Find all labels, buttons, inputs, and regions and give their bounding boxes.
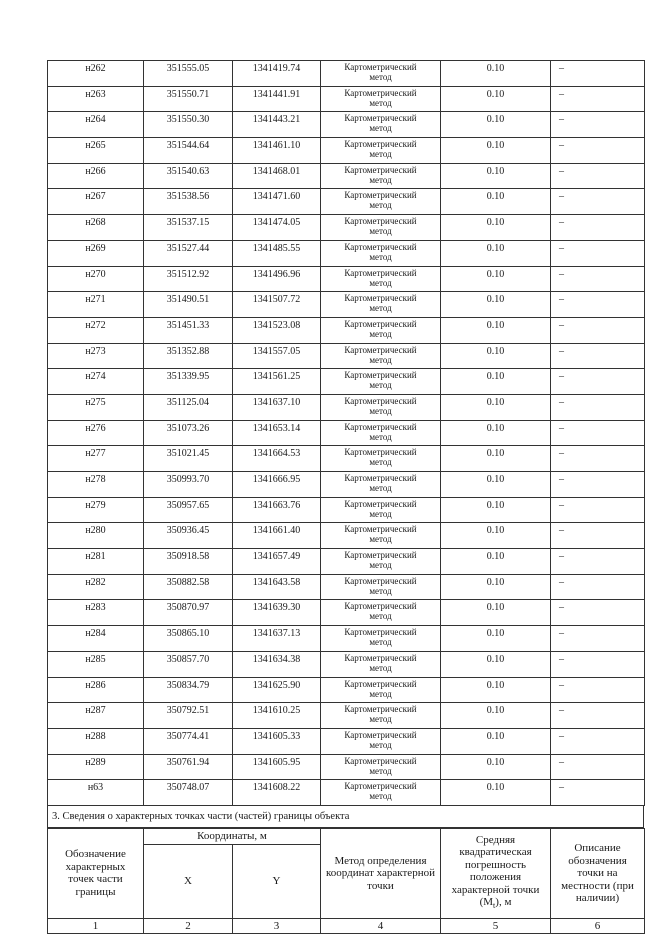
method-line-1: Картометрический (344, 755, 417, 766)
y-coordinate-cell: 1341443.21 (233, 112, 321, 138)
accuracy-cell: 0.10 (441, 574, 551, 600)
y-coordinate-cell: 1341468.01 (233, 163, 321, 189)
method-line-1: Картометрический (344, 318, 417, 329)
description-cell: – (551, 497, 645, 523)
x-coordinate-cell: 351073.26 (144, 420, 233, 446)
x-coordinate-cell: 350870.97 (144, 600, 233, 626)
accuracy-cell: 0.10 (441, 163, 551, 189)
point-id-cell: н281 (48, 549, 144, 575)
method-line-1: Картометрический (344, 395, 417, 406)
accuracy-cell: 0.10 (441, 240, 551, 266)
accuracy-cell: 0.10 (441, 600, 551, 626)
method-cell (321, 61, 441, 87)
method-line-1: Картометрический (344, 216, 417, 227)
method-cell (321, 394, 441, 420)
method-line-1: Картометрический (344, 781, 417, 792)
method-cell (321, 189, 441, 215)
x-coordinate-cell: 351490.51 (144, 292, 233, 318)
boundary-points-table (47, 60, 645, 806)
y-coordinate-cell: 1341608.22 (233, 780, 321, 806)
point-id-cell: н284 (48, 626, 144, 652)
point-id-cell: н263 (48, 86, 144, 112)
accuracy-cell: 0.10 (441, 420, 551, 446)
method-cell (321, 651, 441, 677)
x-coordinate-cell: 351544.64 (144, 138, 233, 164)
description-cell: – (551, 626, 645, 652)
column-number-3: 3 (233, 918, 321, 933)
header-x: X (144, 844, 233, 918)
point-id-cell: н63 (48, 780, 144, 806)
table-row (48, 728, 645, 754)
section-3-header-table (47, 828, 645, 934)
method-line-1: Картометрический (344, 421, 417, 432)
description-cell: – (551, 472, 645, 498)
x-coordinate-cell: 350857.70 (144, 651, 233, 677)
y-coordinate-cell: 1341639.30 (233, 600, 321, 626)
point-id-cell: н264 (48, 112, 144, 138)
x-coordinate-cell: 351339.95 (144, 369, 233, 395)
method-line-2: метод (369, 405, 392, 416)
table-row (48, 240, 645, 266)
table-row (48, 754, 645, 780)
column-number-1: 1 (48, 918, 144, 933)
description-cell: – (551, 549, 645, 575)
method-line-2: метод (369, 149, 392, 160)
y-coordinate-cell: 1341557.05 (233, 343, 321, 369)
table-row (48, 703, 645, 729)
y-coordinate-cell: 1341657.49 (233, 549, 321, 575)
method-line-1: Картометрический (344, 62, 417, 72)
table-row (48, 266, 645, 292)
y-coordinate-cell: 1341461.10 (233, 138, 321, 164)
x-coordinate-cell: 351540.63 (144, 163, 233, 189)
point-id-cell: н287 (48, 703, 144, 729)
description-cell: – (551, 343, 645, 369)
point-id-cell: н277 (48, 446, 144, 472)
header-accuracy-main: Средняя квадратическая погрешность положения характерной точки (M (451, 833, 540, 909)
method-line-2: метод (369, 200, 392, 211)
x-coordinate-cell: 350865.10 (144, 626, 233, 652)
method-line-2: метод (369, 97, 392, 108)
y-coordinate-cell: 1341474.05 (233, 215, 321, 241)
y-coordinate-cell: 1341485.55 (233, 240, 321, 266)
point-id-cell: н271 (48, 292, 144, 318)
y-coordinate-cell: 1341664.53 (233, 446, 321, 472)
x-coordinate-cell: 351125.04 (144, 394, 233, 420)
x-coordinate-cell: 350792.51 (144, 703, 233, 729)
description-cell: – (551, 215, 645, 241)
method-cell (321, 163, 441, 189)
point-id-cell: н278 (48, 472, 144, 498)
accuracy-cell: 0.10 (441, 266, 551, 292)
y-coordinate-cell: 1341637.10 (233, 394, 321, 420)
accuracy-cell: 0.10 (441, 317, 551, 343)
x-coordinate-cell: 351451.33 (144, 317, 233, 343)
method-line-1: Картометрический (344, 575, 417, 586)
description-cell: – (551, 240, 645, 266)
method-cell (321, 446, 441, 472)
method-line-2: метод (369, 508, 392, 519)
method-line-1: Картометрический (344, 447, 417, 458)
section-3-title: 3. Сведения о характерных точках части (частей) границы объекта (47, 806, 644, 828)
description-cell: – (551, 600, 645, 626)
accuracy-cell: 0.10 (441, 61, 551, 87)
point-id-cell: н289 (48, 754, 144, 780)
column-number-6: 6 (551, 918, 645, 933)
table-row (48, 163, 645, 189)
header-accuracy-sub: t (493, 901, 496, 911)
description-cell: – (551, 446, 645, 472)
method-cell (321, 626, 441, 652)
method-line-2: метод (369, 483, 392, 493)
method-line-2: метод (369, 534, 392, 545)
method-cell (321, 600, 441, 626)
method-line-2: метод (369, 739, 392, 750)
method-cell (321, 292, 441, 318)
method-line-2: метод (369, 277, 392, 288)
table-row (48, 369, 645, 395)
method-line-1: Картометрический (344, 601, 417, 612)
method-cell (321, 240, 441, 266)
description-cell: – (551, 138, 645, 164)
accuracy-cell: 0.10 (441, 343, 551, 369)
method-cell (321, 343, 441, 369)
y-coordinate-cell: 1341605.95 (233, 754, 321, 780)
accuracy-cell: 0.10 (441, 677, 551, 703)
description-cell: – (551, 112, 645, 138)
method-cell (321, 728, 441, 754)
y-coordinate-cell: 1341441.91 (233, 86, 321, 112)
accuracy-cell: 0.10 (441, 112, 551, 138)
method-cell (321, 86, 441, 112)
method-line-2: метод (369, 611, 392, 622)
x-coordinate-cell: 350761.94 (144, 754, 233, 780)
table-row (48, 497, 645, 523)
method-line-1: Картометрический (344, 267, 417, 278)
y-coordinate-cell: 1341625.90 (233, 677, 321, 703)
method-line-2: метод (369, 457, 392, 468)
y-coordinate-cell: 1341523.08 (233, 317, 321, 343)
y-coordinate-cell: 1341643.58 (233, 574, 321, 600)
method-cell (321, 677, 441, 703)
table-row (48, 420, 645, 446)
description-cell: – (551, 523, 645, 549)
method-line-1: Картометрический (344, 524, 417, 535)
header-method: Метод определения координат характерной точки (321, 828, 441, 918)
y-coordinate-cell: 1341634.38 (233, 651, 321, 677)
table-row (48, 86, 645, 112)
method-line-1: Картометрический (344, 704, 417, 715)
method-cell (321, 420, 441, 446)
description-cell: – (551, 780, 645, 806)
header-description: Описание обозначения точки на местности (при наличии) (551, 828, 645, 918)
description-cell: – (551, 86, 645, 112)
x-coordinate-cell: 350957.65 (144, 497, 233, 523)
accuracy-cell: 0.10 (441, 472, 551, 498)
y-coordinate-cell: 1341605.33 (233, 728, 321, 754)
method-line-1: Картометрический (344, 678, 417, 689)
x-coordinate-cell: 350882.58 (144, 574, 233, 600)
table-row (48, 394, 645, 420)
header-accuracy-tail: ), м (495, 896, 512, 909)
y-coordinate-cell: 1341419.74 (233, 61, 321, 87)
description-cell: – (551, 266, 645, 292)
method-line-1: Картометрический (344, 652, 417, 663)
table-row (48, 61, 645, 87)
x-coordinate-cell: 350936.45 (144, 523, 233, 549)
x-coordinate-cell: 351537.15 (144, 215, 233, 241)
method-cell (321, 574, 441, 600)
table-row (48, 189, 645, 215)
method-cell (321, 215, 441, 241)
point-id-cell: н275 (48, 394, 144, 420)
point-id-cell: н273 (48, 343, 144, 369)
accuracy-cell: 0.10 (441, 215, 551, 241)
point-id-cell: н268 (48, 215, 144, 241)
x-coordinate-cell: 351538.56 (144, 189, 233, 215)
accuracy-cell: 0.10 (441, 728, 551, 754)
header-accuracy (441, 828, 551, 918)
method-line-1: Картометрический (344, 344, 417, 355)
accuracy-cell: 0.10 (441, 138, 551, 164)
method-line-1: Картометрический (344, 87, 417, 98)
x-coordinate-cell: 350834.79 (144, 677, 233, 703)
table-row (48, 780, 645, 806)
x-coordinate-cell: 350993.70 (144, 472, 233, 498)
method-line-1: Картометрический (344, 139, 417, 150)
table-row (48, 446, 645, 472)
method-line-2: метод (369, 662, 392, 673)
y-coordinate-cell: 1341471.60 (233, 189, 321, 215)
column-number-5: 5 (441, 918, 551, 933)
method-line-2: метод (369, 226, 392, 237)
table-row (48, 600, 645, 626)
method-cell (321, 523, 441, 549)
point-id-cell: н288 (48, 728, 144, 754)
method-cell (321, 369, 441, 395)
x-coordinate-cell: 351550.71 (144, 86, 233, 112)
table-row (48, 343, 645, 369)
point-id-cell: н276 (48, 420, 144, 446)
point-id-cell: н279 (48, 497, 144, 523)
description-cell: – (551, 728, 645, 754)
x-coordinate-cell: 351550.30 (144, 112, 233, 138)
accuracy-cell: 0.10 (441, 754, 551, 780)
accuracy-cell: 0.10 (441, 626, 551, 652)
description-cell: – (551, 394, 645, 420)
point-id-cell: н286 (48, 677, 144, 703)
method-cell (321, 112, 441, 138)
accuracy-cell: 0.10 (441, 446, 551, 472)
method-line-2: метод (369, 688, 392, 699)
accuracy-cell: 0.10 (441, 369, 551, 395)
point-id-cell: н269 (48, 240, 144, 266)
description-cell: – (551, 163, 645, 189)
x-coordinate-cell: 351352.88 (144, 343, 233, 369)
x-coordinate-cell: 350774.41 (144, 728, 233, 754)
method-line-1: Картометрический (344, 164, 417, 175)
method-line-2: метод (369, 328, 392, 339)
point-id-cell: н283 (48, 600, 144, 626)
header-point-designation: Обозначение характерных точек части границы (48, 828, 144, 918)
method-line-1: Картометрический (344, 729, 417, 740)
description-cell: – (551, 189, 645, 215)
method-cell (321, 266, 441, 292)
method-line-2: метод (369, 560, 392, 571)
point-id-cell: н265 (48, 138, 144, 164)
method-line-1: Картометрический (344, 113, 417, 124)
point-id-cell: н270 (48, 266, 144, 292)
y-coordinate-cell: 1341610.25 (233, 703, 321, 729)
x-coordinate-cell: 351021.45 (144, 446, 233, 472)
x-coordinate-cell: 350918.58 (144, 549, 233, 575)
x-coordinate-cell: 351555.05 (144, 61, 233, 87)
method-cell (321, 472, 441, 498)
point-id-cell: н266 (48, 163, 144, 189)
method-cell (321, 549, 441, 575)
y-coordinate-cell: 1341561.25 (233, 369, 321, 395)
table-row (48, 626, 645, 652)
method-line-2: метод (369, 123, 392, 134)
y-coordinate-cell: 1341653.14 (233, 420, 321, 446)
method-line-2: метод (369, 72, 392, 82)
y-coordinate-cell: 1341496.96 (233, 266, 321, 292)
method-cell (321, 138, 441, 164)
point-id-cell: н274 (48, 369, 144, 395)
accuracy-cell: 0.10 (441, 549, 551, 575)
description-cell: – (551, 677, 645, 703)
boundary-points-body (48, 61, 645, 806)
method-cell (321, 317, 441, 343)
method-line-1: Картометрический (344, 473, 417, 483)
y-coordinate-cell: 1341666.95 (233, 472, 321, 498)
method-line-1: Картометрический (344, 627, 417, 638)
method-line-2: метод (369, 791, 392, 802)
method-line-2: метод (369, 714, 392, 725)
column-number-2: 2 (144, 918, 233, 933)
method-line-1: Картометрический (344, 293, 417, 304)
method-cell (321, 754, 441, 780)
method-line-2: метод (369, 303, 392, 314)
description-cell: – (551, 651, 645, 677)
header-y: Y (233, 844, 321, 918)
table-row (48, 574, 645, 600)
accuracy-cell: 0.10 (441, 86, 551, 112)
method-line-2: метод (369, 637, 392, 648)
point-id-cell: н267 (48, 189, 144, 215)
point-id-cell: н280 (48, 523, 144, 549)
table-row (48, 549, 645, 575)
method-line-1: Картометрический (344, 241, 417, 252)
point-id-cell: н282 (48, 574, 144, 600)
point-id-cell: н262 (48, 61, 144, 87)
accuracy-cell: 0.10 (441, 780, 551, 806)
method-cell (321, 703, 441, 729)
table-row (48, 292, 645, 318)
method-line-2: метод (369, 431, 392, 442)
y-coordinate-cell: 1341637.13 (233, 626, 321, 652)
table-row (48, 472, 645, 498)
x-coordinate-cell: 351512.92 (144, 266, 233, 292)
method-line-1: Картометрический (344, 190, 417, 201)
table-row (48, 138, 645, 164)
accuracy-cell: 0.10 (441, 651, 551, 677)
method-line-2: метод (369, 380, 392, 391)
description-cell: – (551, 754, 645, 780)
method-line-2: метод (369, 354, 392, 365)
point-id-cell: н285 (48, 651, 144, 677)
description-cell: – (551, 317, 645, 343)
header-coordinates: Координаты, м (144, 828, 321, 844)
description-cell: – (551, 574, 645, 600)
y-coordinate-cell: 1341507.72 (233, 292, 321, 318)
table-row (48, 677, 645, 703)
x-coordinate-cell: 351527.44 (144, 240, 233, 266)
x-coordinate-cell: 350748.07 (144, 780, 233, 806)
method-line-2: метод (369, 251, 392, 262)
table-row (48, 215, 645, 241)
description-cell: – (551, 61, 645, 87)
method-cell (321, 497, 441, 523)
description-cell: – (551, 420, 645, 446)
accuracy-cell: 0.10 (441, 292, 551, 318)
method-cell (321, 780, 441, 806)
y-coordinate-cell: 1341661.40 (233, 523, 321, 549)
method-line-1: Картометрический (344, 550, 417, 561)
accuracy-cell: 0.10 (441, 497, 551, 523)
accuracy-cell: 0.10 (441, 523, 551, 549)
document-sheet (47, 60, 644, 934)
accuracy-cell: 0.10 (441, 189, 551, 215)
table-row (48, 523, 645, 549)
method-line-1: Картометрический (344, 370, 417, 381)
description-cell: – (551, 292, 645, 318)
method-line-2: метод (369, 765, 392, 776)
table-row (48, 651, 645, 677)
method-line-2: метод (369, 174, 392, 185)
method-line-2: метод (369, 585, 392, 596)
accuracy-cell: 0.10 (441, 703, 551, 729)
method-line-1: Картометрический (344, 498, 417, 509)
point-id-cell: н272 (48, 317, 144, 343)
description-cell: – (551, 703, 645, 729)
y-coordinate-cell: 1341663.76 (233, 497, 321, 523)
accuracy-cell: 0.10 (441, 394, 551, 420)
column-number-4: 4 (321, 918, 441, 933)
table-row (48, 317, 645, 343)
description-cell: – (551, 369, 645, 395)
table-row (48, 112, 645, 138)
